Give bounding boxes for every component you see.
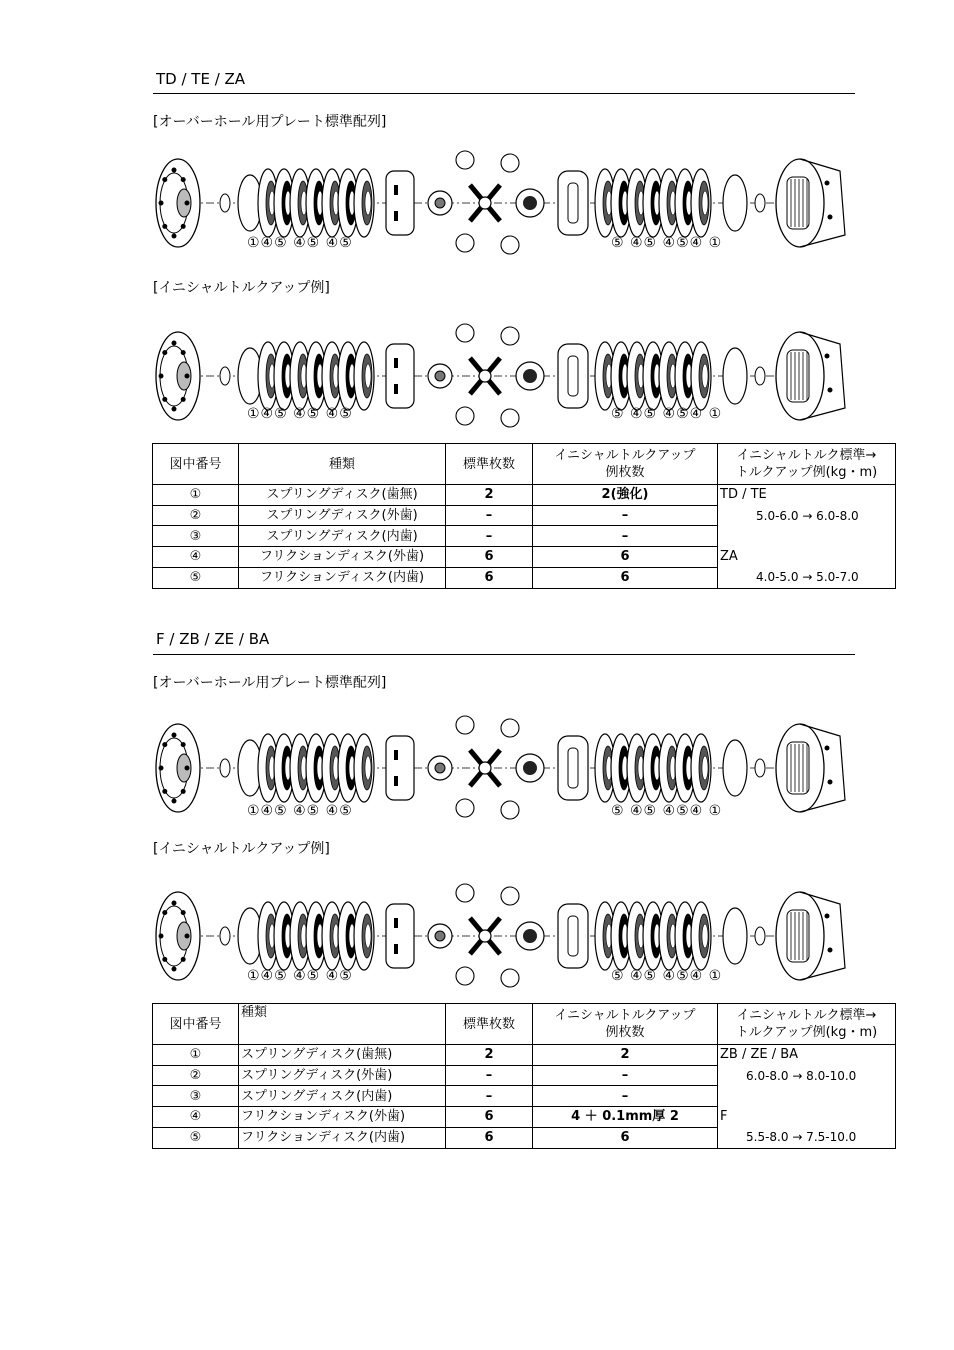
bolt-hole [185, 766, 190, 771]
bolt-hole [172, 168, 177, 173]
standard-count: – [446, 1065, 533, 1086]
bolt-hole [162, 397, 167, 402]
case-hole [828, 780, 833, 785]
bolt-hole [181, 397, 186, 402]
housing-case-bore [787, 742, 809, 794]
pressure-ring-notch [394, 358, 398, 368]
pinion-gear [501, 887, 519, 905]
side-gear-hub [523, 196, 537, 210]
figure-number: ③ [153, 1086, 239, 1107]
plate-hole [365, 924, 371, 948]
bolt-hole [172, 407, 177, 412]
figure-number: ① [153, 485, 239, 506]
header-up-count: イニシャルトルクアップ 例枚数 [533, 1004, 718, 1045]
pressure-ring [558, 344, 588, 408]
washer [755, 927, 765, 945]
overhaul-label: [オーバーホール用プレート標準配列] [153, 675, 387, 691]
pressure-ring-notch [394, 185, 398, 195]
part-kind: フリクションディスク(内歯) [239, 1127, 446, 1148]
up-count: – [533, 1086, 718, 1107]
case-hole [828, 948, 833, 953]
header-kind: 種類 [239, 444, 446, 485]
bolt-hole [172, 967, 177, 972]
pressure-ring [386, 736, 414, 800]
diagram-numbers-right: ⑤ ④⑤ ④⑤④ ① [611, 803, 723, 819]
pinion-gear [456, 234, 474, 252]
case-hole [825, 354, 830, 359]
bolt-hole [181, 177, 186, 182]
bolt-hole [185, 374, 190, 379]
pinion-gear [501, 327, 519, 345]
figure-number: ① [153, 1045, 239, 1066]
diagram-numbers-right: ⑤ ④⑤ ④⑤④ ① [611, 235, 723, 251]
figure-number: ④ [153, 1107, 239, 1128]
torque-value: 5.0-6.0 → 6.0-8.0 [756, 508, 859, 523]
part-kind: フリクションディスク(外歯) [239, 1107, 446, 1128]
standard-count: 6 [446, 567, 533, 588]
pinion-gear [501, 236, 519, 254]
pinion-cross-center [479, 370, 491, 382]
bolt-hole [181, 789, 186, 794]
side-gear-hub [523, 369, 537, 383]
washer [220, 927, 230, 945]
pinion-cross-center [479, 762, 491, 774]
standard-count: 6 [446, 1127, 533, 1148]
figure-number: ② [153, 1065, 239, 1086]
part-kind: スプリングディスク(外歯) [239, 505, 446, 526]
up-count: – [533, 505, 718, 526]
pinion-gear [456, 716, 474, 734]
plate-hole [702, 191, 708, 215]
plate-hole [702, 756, 708, 780]
side-gear-hub [523, 761, 537, 775]
table-header-row [153, 444, 896, 485]
bolt-hole [162, 789, 167, 794]
pressure-ring [386, 344, 414, 408]
pressure-ring-notch [394, 211, 398, 221]
header-kind: 種類 [239, 1004, 446, 1045]
bolt-hole [185, 201, 190, 206]
pressure-ring-notch [394, 776, 398, 786]
pinion-gear [501, 801, 519, 819]
case-hole [828, 215, 833, 220]
bolt-hole [181, 910, 186, 915]
side-gear-hub [523, 929, 537, 943]
figure-number: ⑤ [153, 1127, 239, 1148]
pressure-ring-notch [394, 750, 398, 760]
spring-disc [723, 175, 747, 231]
pressure-ring [386, 171, 414, 235]
torque-model: TD / TE [720, 487, 767, 502]
case-hole [825, 181, 830, 186]
torque-value: 5.5-8.0 → 7.5-10.0 [746, 1130, 857, 1144]
spring-disc [723, 908, 747, 964]
bolt-hole [162, 742, 167, 747]
header-standard-count: 標準枚数 [446, 1004, 533, 1045]
housing-case-bore [787, 350, 809, 402]
diagram-numbers-right: ⑤ ④⑤ ④⑤④ ① [611, 968, 723, 984]
case-hole [825, 746, 830, 751]
pinion-gear [456, 967, 474, 985]
spring-disc [723, 348, 747, 404]
figure-number: ② [153, 505, 239, 526]
diagram-numbers-right: ⑤ ④⑤ ④⑤④ ① [611, 406, 723, 422]
table-row [153, 1045, 896, 1066]
pinion-cross-center [479, 197, 491, 209]
bolt-hole [162, 910, 167, 915]
bolt-hole [181, 224, 186, 229]
torque-cell [718, 485, 896, 589]
header-figure-number: 図中番号 [153, 1004, 239, 1045]
side-gear-hub [435, 371, 445, 381]
plate-hole [365, 364, 371, 388]
bolt-hole [159, 766, 164, 771]
part-kind: スプリングディスク(内歯) [239, 526, 446, 547]
bolt-hole [172, 799, 177, 804]
parts-table [152, 1003, 896, 1149]
up-count: 4 ＋ 0.1mm厚 2 [533, 1107, 718, 1128]
up-count: 2(強化) [533, 485, 718, 506]
standard-count: – [446, 1086, 533, 1107]
section-divider [153, 654, 855, 655]
pinion-gear [501, 409, 519, 427]
pinion-gear [456, 884, 474, 902]
pressure-ring-notch [394, 918, 398, 928]
overhaul-label: [オーバーホール用プレート標準配列] [153, 114, 387, 130]
bolt-hole [181, 742, 186, 747]
standard-count: – [446, 505, 533, 526]
pressure-ring [558, 904, 588, 968]
bolt-hole [162, 177, 167, 182]
case-hole [825, 914, 830, 919]
pressure-ring [558, 171, 588, 235]
side-gear-hub [435, 931, 445, 941]
part-kind: フリクションディスク(外歯) [239, 547, 446, 568]
up-count: 6 [533, 547, 718, 568]
pinion-gear [501, 719, 519, 737]
part-kind: スプリングディスク(外歯) [239, 1065, 446, 1086]
bolt-hole [185, 934, 190, 939]
up-count: 2 [533, 1045, 718, 1066]
header-up-count: イニシャルトルクアップ 例枚数 [533, 444, 718, 485]
bolt-hole [172, 733, 177, 738]
plate-hole [365, 191, 371, 215]
standard-count: 2 [446, 485, 533, 506]
plate-hole [365, 756, 371, 780]
side-gear-hub [435, 763, 445, 773]
up-count: – [533, 526, 718, 547]
figure-number: ④ [153, 547, 239, 568]
table-row [153, 485, 896, 506]
pressure-ring [558, 736, 588, 800]
housing-case-bore [787, 910, 809, 962]
case-hole [828, 388, 833, 393]
header-torque: イニシャルトルク標準→ トルクアップ例(kg・m) [718, 1004, 896, 1045]
part-kind: スプリングディスク(内歯) [239, 1086, 446, 1107]
section-title: TD / TE / ZA [156, 70, 246, 88]
bolt-hole [172, 234, 177, 239]
header-figure-number: 図中番号 [153, 444, 239, 485]
washer [220, 759, 230, 777]
bolt-hole [172, 901, 177, 906]
pinion-gear [456, 407, 474, 425]
pressure-ring-notch [394, 384, 398, 394]
bolt-hole [181, 350, 186, 355]
pressure-ring [386, 904, 414, 968]
bolt-hole [159, 374, 164, 379]
standard-count: 6 [446, 547, 533, 568]
pinion-gear [501, 154, 519, 172]
diagram-numbers-left: ①④⑤ ④⑤ ④⑤ [247, 803, 353, 819]
bolt-hole [181, 957, 186, 962]
part-kind: フリクションディスク(内歯) [239, 567, 446, 588]
washer [755, 367, 765, 385]
housing-case-bore [787, 177, 809, 229]
parts-table [152, 443, 896, 589]
diagram-numbers-left: ①④⑤ ④⑤ ④⑤ [247, 406, 353, 422]
torque-value: 4.0-5.0 → 5.0-7.0 [756, 570, 859, 584]
pinion-cross-center [479, 930, 491, 942]
spring-disc [723, 740, 747, 796]
bolt-hole [162, 224, 167, 229]
washer [220, 367, 230, 385]
torque-model: F [720, 1108, 728, 1124]
washer [755, 759, 765, 777]
figure-number: ⑤ [153, 567, 239, 588]
part-kind: スプリングディスク(歯無) [239, 1045, 446, 1066]
up-count: 6 [533, 567, 718, 588]
bolt-hole [162, 957, 167, 962]
pressure-ring-notch [394, 944, 398, 954]
plate-hole [702, 924, 708, 948]
standard-count: 2 [446, 1045, 533, 1066]
torque-model: ZB / ZE / BA [720, 1047, 799, 1062]
header-torque: イニシャルトルク標準→ トルクアップ例(kg・m) [718, 444, 896, 485]
washer [755, 194, 765, 212]
figure-number: ③ [153, 526, 239, 547]
bolt-hole [172, 341, 177, 346]
diagram-numbers-left: ①④⑤ ④⑤ ④⑤ [247, 235, 353, 251]
standard-count: – [446, 526, 533, 547]
bolt-hole [159, 934, 164, 939]
pinion-gear [456, 324, 474, 342]
pinion-gear [501, 969, 519, 987]
torque-model: ZA [720, 548, 738, 564]
bolt-hole [162, 350, 167, 355]
plate-hole [702, 364, 708, 388]
washer [220, 194, 230, 212]
up-count: 6 [533, 1127, 718, 1148]
bolt-hole [159, 201, 164, 206]
section-title: F / ZB / ZE / BA [156, 630, 270, 648]
up-count: – [533, 1065, 718, 1086]
pinion-gear [456, 799, 474, 817]
diagram-numbers-left: ①④⑤ ④⑤ ④⑤ [247, 968, 353, 984]
part-kind: スプリングディスク(歯無) [239, 485, 446, 506]
section-divider [153, 93, 855, 94]
initial-torque-label: [イニシャルトルクアップ例] [153, 280, 330, 296]
torque-value: 6.0-8.0 → 8.0-10.0 [746, 1068, 857, 1083]
initial-torque-label: [イニシャルトルクアップ例] [153, 841, 330, 857]
header-standard-count: 標準枚数 [446, 444, 533, 485]
side-gear-hub [435, 198, 445, 208]
torque-cell [718, 1045, 896, 1149]
table-header-row [153, 1004, 896, 1045]
standard-count: 6 [446, 1107, 533, 1128]
pinion-gear [456, 151, 474, 169]
